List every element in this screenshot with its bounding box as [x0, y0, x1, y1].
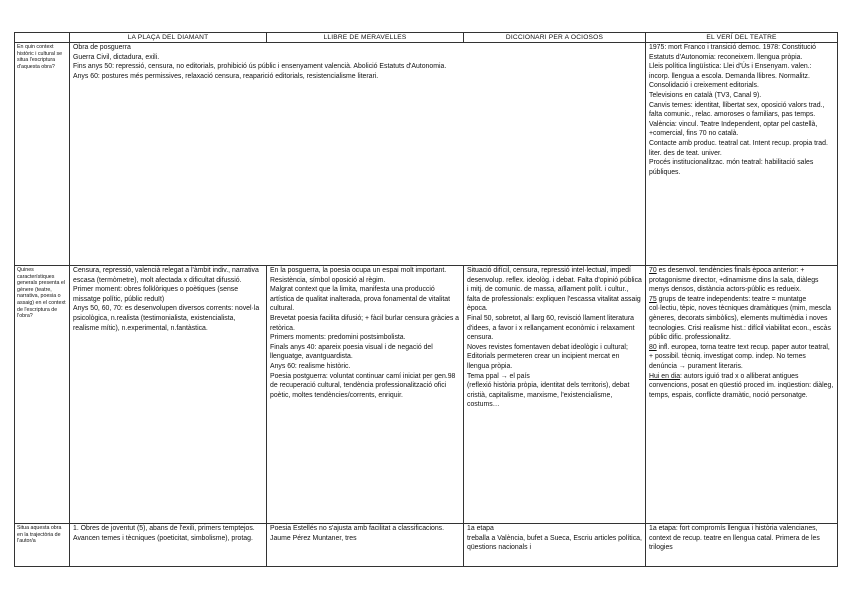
question-cell: Situa aquesta obra en la trajectòria de l'autor/a	[15, 524, 70, 567]
teatre-characteristics-cell	[646, 266, 838, 524]
teatre-period-80: 80 infl. europea, torna teatre text recup. paper autor teatral, + possibil. tècniq. investigat comp. indep. No temes denúncia → purament literaris.	[649, 343, 830, 370]
header-diccionari-ociosos: DICCIONARI PER A OCIOSOS	[464, 33, 646, 43]
teatre-period-75: 75 grups de teatre independents: teatre = muntatge col·lectiu, tèpic, noves tècniques dramàtiques (mim, mescla gèneres, decorats simbòlics), elements multimèdia i noves tecnologies. Crisi realisme hist.: difícil viabilitat econ., escàs públic dific. professionalitz.	[649, 295, 831, 342]
meravelles-trajectory-cell: Poesia Estellés no s'ajusta amb facilitat a classificacions. Jaume Pérez Muntaner, tres	[267, 524, 464, 567]
diccionari-trajectory-cell: 1a etapa treballa a València, bufet a Sueca, Escriu articles política, qüestions nacionals i	[464, 524, 646, 567]
teatre-period-70: 70 es desenvol. tendències finals època anterior: + protagonisme director, +dinamisme dins la sala, diàlegs menys densos, distància actors-públic es redueix.	[649, 267, 819, 294]
meravelles-characteristics-cell: En la posguerra, la poesia ocupa un espai molt important. Resistència, símbol oposició al règim. Malgrat context que la limita, manifesta una producció artística de qualitat inalterada, prova fonamental de vitalitat cultural. Brevetat poesia facilita difusió; + fàcil burlar censura gràcies a retòrica. Primers moments: predomini postsimbolista. Finals anys 40: apareix poesia visual i de negació del llenguatge, avantguardista. Anys 60: realisme històric. Poesia postguerra: voluntat continuar camí iniciat per gen.98 de recuperació cultural, tendència professionalització ofici poètic, moltes tendències/corrents, enriquir.	[267, 266, 464, 524]
table-row-trajectory	[15, 524, 838, 567]
diccionari-characteristics-cell: Situació difícil, censura, repressió intel·lectual, impedí desenvolup. reflex. ideològ. i debat. Falta d'opinió pública i mitj. de comunic. de massa, aïllament polít. i cultur., falta de professionals: expliquen l'escassa vitalitat assaig època. Final 50, sobretot, al llarg 60, revisció llament literatura d'idees, a favor i x rellançament econòmic i relaxament censura. Noves revistes fomentaven debat ideològic i cultural; Editorials permeteren crear un incipient mercat en llengua pròpia. Tema ppal → el país (reflexió història pròpia, identitat dels territoris), debat cristià, capitalisme, marxisme, l'existencialisme, costums…	[464, 266, 646, 524]
header-row	[15, 33, 838, 43]
question-cell: En quin context històric i cultural se situa l'escriptura d'aquesta obra?	[15, 43, 70, 266]
header-veri-teatre: EL VERÍ DEL TEATRE	[646, 33, 838, 43]
teatre-context-cell: 1975: mort Franco i transició democ. 1978: Constitució Estatuts d'Autonomia: reconeixem. llengua pròpia. Lleis política lingüística: Llei d'Ús i Ensenyam. valen.: incorp. llengua a escola. Demanda llibres. Normalitz. Consolidació i creixement editorials. Televisions en català (TV3, Canal 9). Canvis temes: identitat, llibertat sex, oposició valors trad., falta comunic., relac. amoroses o familiars, pas temps. València: vincul. Teatre Independent, optar pel castellà, +comercial, fins 70 no català. Contacte amb produc. teatral cat. Intent recup. propia trad. liter. des de teat. univer. Procés institucionalitzac. món teatral: habilitació sales públiques.	[646, 43, 838, 266]
table-row-characteristics	[15, 266, 838, 524]
teatre-period-today: Hui en dia: autors iguió trad x o alliberat antigues convencions, posat en qüestió proced im. inqüestion: diàleg, temps, espais, conflicte dramàtic, noció personatge.	[649, 372, 834, 399]
comparison-table	[14, 32, 838, 567]
header-llibre-meravelles: LLIBRE DE MERAVELLES	[267, 33, 464, 43]
header-empty	[15, 33, 70, 43]
teatre-trajectory-cell: 1a etapa: fort compromís llengua i història valencianes, context de recup. teatre en llengua catal. Primera de les trilogies	[646, 524, 838, 567]
table-row-context	[15, 43, 838, 266]
header-placa-diamant: LA PLAÇA DEL DIAMANT	[70, 33, 267, 43]
question-cell: Quines característiques generals presenta el gènere (teatre, narrativa, poesia o assaig) en el context de l'escriptura de l'obra?	[15, 266, 70, 524]
diamant-trajectory-cell: 1. Obres de joventut (5), abans de l'exili, primers temptejos. Avancen temes i tècniques (poeticitat, simbolisme), protag.	[70, 524, 267, 567]
merged-context-cell: Obra de posguerra Guerra Civil, dictadura, exili. Fins anys 50: repressió, censura, no editorials, prohibició ús públic i ensenyament valencià. Abolició Estatuts d'Autonomia. Anys 60: postures més permissives, relaxació censura, reaparició editorials, resistencialisme literari.	[70, 43, 646, 266]
diamant-characteristics-cell: Censura, repressió, valencià relegat a l'àmbit indiv., narrativa escasa (termòmetre), molt afectada x dificultat difussió. Primer moment: obres folklòriques o poètiques (sense missatge polític, públic reduït) Anys 50, 60, 70: es desenvolupen diversos corrents: novel·la psicològica, n.realista (testimonialista, existencialista, realisme mític), n.experimental, n.fantàstica.	[70, 266, 267, 524]
